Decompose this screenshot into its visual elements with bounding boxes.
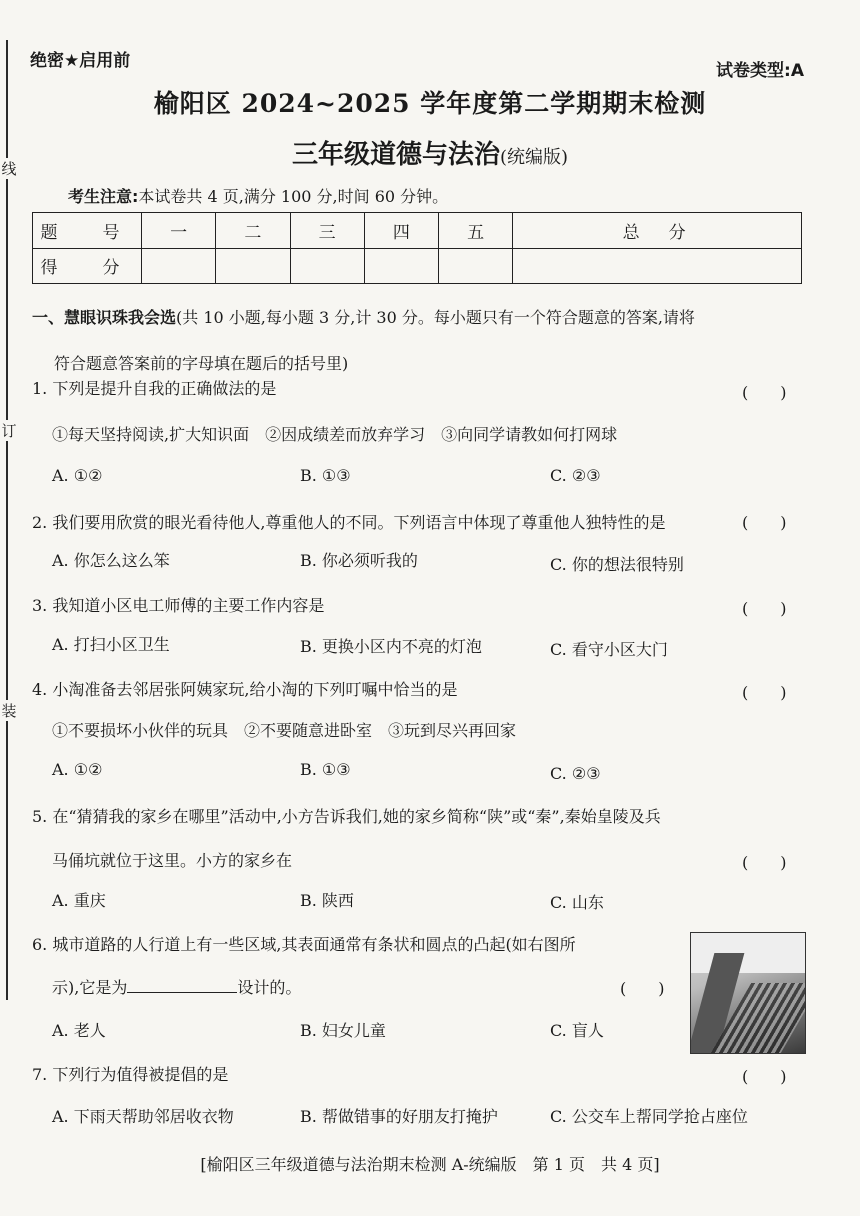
option-b: B. 陕西: [300, 891, 354, 910]
question-stem: 5. 在“猜猜我的家乡在哪里”活动中,小方告诉我们,她的家乡简称“陕”或“秦”,秦始皇陵及兵: [32, 807, 661, 826]
answer-paren[interactable]: ( ): [742, 683, 787, 702]
option-c: C. 山东: [550, 893, 604, 912]
option-b: B. 更换小区内不亮的灯泡: [300, 637, 482, 656]
score-cell: 三: [290, 213, 364, 249]
score-entry-cell[interactable]: [290, 248, 364, 284]
answer-paren[interactable]: ( ): [742, 513, 787, 532]
subject-name: 三年级道德与法治: [291, 140, 500, 170]
option-a: A. 打扫小区卫生: [52, 635, 170, 654]
score-table: [32, 212, 802, 284]
paper-type-label: 试卷类型:A: [716, 61, 804, 81]
question-stem: 6. 城市道路的人行道上有一些区域,其表面通常有条状和圆点的凸起(如右图所: [32, 935, 576, 954]
stem-part-1: 示),它是为: [52, 978, 128, 997]
answer-paren[interactable]: ( ): [742, 1067, 787, 1086]
binding-char-xian: 线: [1, 160, 17, 178]
score-entry-cell[interactable]: [513, 248, 802, 284]
option-c: C. 盲人: [550, 1021, 604, 1040]
option-b: B. 帮做错事的好朋友打掩护: [300, 1107, 498, 1126]
option-c: C. ②③: [550, 466, 601, 485]
binding-char-zhuang: 装: [1, 702, 17, 720]
option-b: B. ①③: [300, 466, 351, 485]
binding-char-ding: 订: [1, 422, 17, 440]
score-cell: 一: [142, 213, 216, 249]
score-cell: 四: [364, 213, 438, 249]
exam-title: 榆阳区 2024~2025 学年度第二学期期末检测: [153, 89, 707, 118]
binding-line: [6, 40, 8, 1000]
question-stem-cont: [52, 975, 301, 998]
exam-subtitle: [0, 134, 860, 171]
answer-paren[interactable]: ( ): [742, 383, 787, 402]
score-entry-cell[interactable]: [216, 248, 290, 284]
question-sub-items: ①每天坚持阅读,扩大知识面 ②因成绩差而放弃学习 ③向同学请教如何打网球: [52, 425, 618, 444]
edition-label: (统编版): [499, 147, 569, 168]
score-table-header-row: [33, 213, 802, 249]
secret-label: 绝密★启用前: [30, 51, 131, 71]
option-c: C. 公交车上帮同学抢占座位: [550, 1107, 748, 1126]
answer-paren[interactable]: ( ): [742, 599, 787, 618]
score-cell: 五: [439, 213, 513, 249]
option-c: C. ②③: [550, 764, 601, 783]
score-entry-cell[interactable]: [364, 248, 438, 284]
option-b: B. 你必须听我的: [300, 551, 418, 570]
option-c: C. 看守小区大门: [550, 640, 668, 659]
stem-part-2: 设计的。: [237, 978, 302, 997]
option-a: A. ①②: [52, 760, 103, 779]
option-a: A. 下雨天帮助邻居收衣物: [52, 1107, 234, 1126]
question-stem: 3. 我知道小区电工师傅的主要工作内容是: [32, 596, 325, 615]
option-a: A. ①②: [52, 466, 103, 485]
score-cell: 总 分: [513, 213, 802, 249]
notice-text: 本试卷共 4 页,满分 100 分,时间 60 分钟。: [138, 187, 449, 206]
option-b: B. ①③: [300, 760, 351, 779]
question-sub-items: ①不要损坏小伙伴的玩具 ②不要随意进卧室 ③玩到尽兴再回家: [52, 721, 517, 740]
section-instructions-1: (共 10 小题,每小题 3 分,计 30 分。每小题只有一个符合题意的答案,请将: [176, 308, 695, 327]
option-c: C. 你的想法很特别: [550, 555, 684, 574]
fill-blank[interactable]: [127, 978, 237, 993]
score-cell: 题 号: [33, 213, 142, 249]
score-cell: 二: [216, 213, 290, 249]
question-stem-cont: 马俑坑就位于这里。小方的家乡在: [52, 851, 293, 870]
question-stem: 4. 小淘准备去邻居张阿姨家玩,给小淘的下列叮嘱中恰当的是: [32, 680, 458, 699]
question-stem: 7. 下列行为值得被提倡的是: [32, 1065, 229, 1084]
section-heading: [32, 295, 812, 387]
option-a: A. 重庆: [52, 891, 106, 910]
question-stem: 1. 下列是提升自我的正确做法的是: [32, 379, 277, 398]
option-b: B. 妇女儿童: [300, 1021, 386, 1040]
section-instructions-2: 符合题意答案前的字母填在题后的括号里): [54, 354, 349, 373]
option-a: A. 老人: [52, 1021, 106, 1040]
tactile-paving-photo: [690, 932, 806, 1054]
score-table-score-row: [33, 248, 802, 284]
score-entry-cell[interactable]: [142, 248, 216, 284]
exam-notice: [68, 184, 448, 207]
score-row-label: 得 分: [33, 248, 142, 284]
score-entry-cell[interactable]: [439, 248, 513, 284]
option-a: A. 你怎么这么笨: [52, 551, 170, 570]
question-stem: 2. 我们要用欣赏的眼光看待他人,尊重他人的不同。下列语言中体现了尊重他人独特性的是: [32, 513, 666, 532]
answer-paren[interactable]: ( ): [620, 979, 665, 998]
answer-paren[interactable]: ( ): [742, 853, 787, 872]
page-footer: [榆阳区三年级道德与法治期末检测 A-统编版 第 1 页 共 4 页]: [200, 1155, 660, 1174]
notice-label: 考生注意:: [68, 187, 139, 206]
section-title: 一、慧眼识珠我会选: [32, 308, 177, 327]
